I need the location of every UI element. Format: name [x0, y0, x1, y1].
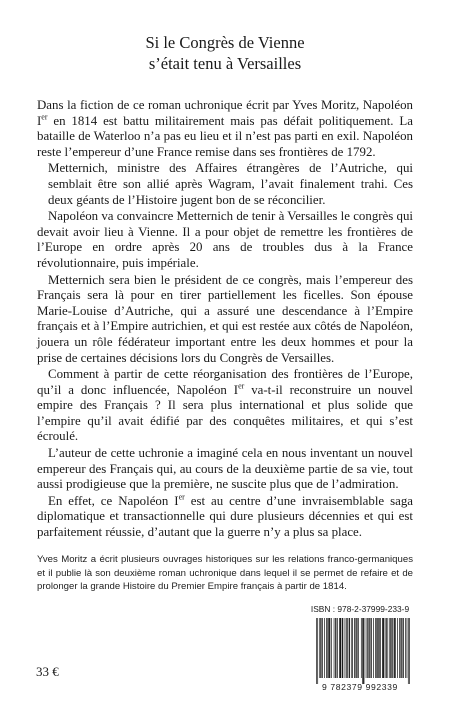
barcode-bar — [371, 618, 372, 678]
barcode-bar — [324, 618, 325, 678]
barcode-bar — [399, 618, 400, 678]
barcode-bar — [321, 618, 322, 678]
barcode-bar — [367, 618, 368, 678]
barcode-bar — [339, 618, 340, 678]
barcode-bar — [349, 618, 350, 678]
barcode-bar — [335, 618, 336, 678]
barcode-bar — [358, 618, 359, 678]
barcode-bar — [369, 618, 370, 678]
barcode-bar — [322, 618, 323, 678]
barcode-bar — [385, 618, 386, 678]
barcode-bar — [342, 618, 343, 678]
barcode-bar — [326, 618, 327, 678]
title-line-2: s’était tenu à Versailles — [148, 54, 302, 73]
barcode-bar — [408, 618, 409, 684]
back-cover-summary — [37, 98, 413, 542]
price: 33 € — [36, 664, 59, 679]
barcode-bar — [383, 618, 384, 678]
barcode-bar — [386, 618, 387, 678]
barcode-bar — [400, 618, 401, 678]
barcode — [308, 618, 412, 694]
barcode-bar — [373, 618, 374, 678]
barcode-bar — [394, 618, 395, 678]
barcode-bar — [317, 618, 318, 684]
barcode-bar — [337, 618, 338, 678]
book-title — [0, 32, 450, 74]
paragraph-1: Dans la fiction de ce roman uchronique écrit par Yves Moritz, Napoléon Ier en 1814 est battu militairement mais pas défait politiquement. La bataille de Waterloo n’a pas eu lieu et il n’est pas parti en exil. Napoléon reste l’empereur d’une France remise dans ses frontières de 1792. — [37, 98, 413, 159]
barcode-bar — [316, 618, 317, 684]
barcode-bar — [378, 618, 379, 678]
barcode-bar — [340, 618, 341, 678]
barcode-bar — [320, 618, 321, 678]
author-bio: Yves Moritz a écrit plusieurs ouvrages historiques sur les relations franco-germaniques et il publie là son deuxième roman uchronique dans lequel il se permet de refaire et de prolonger la grande Histoire du Premier Empire français à partir de 1814. — [37, 554, 413, 593]
paragraph-2: Metternich, ministre des Affaires étrangères de l’Autriche, qui semblait être son allié après Wagram, l’avait finalement trahi. Ces deux géants de l’Histoire jugent bon de se réconcilier. — [48, 161, 413, 207]
barcode-bar — [391, 618, 392, 678]
barcode-bar — [347, 618, 348, 678]
paragraph-6: L’auteur de cette uchronie a imaginé cela en nous inventant un nouvel empereur des Français qui, au cours de la deuxième partie de sa vie, tout aussi prodigieuse que la première, ne suscite plus que de l’admiration. — [37, 446, 413, 492]
barcode-bar — [363, 618, 364, 684]
barcode-bar — [346, 618, 347, 678]
paragraph-4: Metternich sera bien le président de ce congrès, mais l’empereur des Français sera là pour en tirer partiellement les ficelles. Son épouse Marie-Louise d’Autriche, qui a assuré une descendance à l’Empire français et à l’Empire autrichien, et qui est restée aux côtés de Napoléon, jouera un rôle fédérateur important entre les deux hommes et pour la prise de certaines décisions lors du Congrès de Versailles. — [37, 272, 413, 365]
barcode-bar — [355, 618, 356, 678]
barcode-bar — [343, 618, 344, 678]
barcode-bar — [328, 618, 329, 678]
barcode-bar — [405, 618, 406, 678]
barcode-bar — [345, 618, 346, 678]
barcode-bar — [370, 618, 371, 678]
barcode-bar — [361, 618, 362, 678]
barcode-bar — [403, 618, 404, 678]
barcode-bar — [366, 618, 367, 678]
title-line-1: Si le Congrès de Vienne — [145, 33, 305, 52]
isbn-label: ISBN : 978-2-37999-233-9 — [310, 604, 410, 614]
barcode-bar — [401, 618, 402, 678]
barcode-bar — [392, 618, 393, 678]
barcode-bar — [329, 618, 330, 678]
barcode-bar — [327, 618, 328, 678]
barcode-bar — [379, 618, 380, 678]
barcode-bar — [356, 618, 357, 678]
barcode-bar — [390, 618, 391, 678]
barcode-bar — [377, 618, 378, 678]
barcode-bar — [403, 618, 404, 678]
barcode-bar — [352, 618, 353, 678]
barcode-bar — [362, 618, 363, 684]
barcode-bar — [330, 618, 331, 678]
barcode-bar — [364, 618, 365, 684]
paragraph-3: Napoléon va convaincre Metternich de tenir à Versailles le congrès qui devait avoir lieu à Vienne. Il a pour objet de remettre les frontières de l’Europe en ordre après 20 ans de troubles dus à la France révolutionnaire, puis impériale. — [37, 209, 413, 270]
barcode-digits: 9 782379 992339 — [322, 682, 398, 692]
paragraph-5: Comment à partir de cette réorganisation des frontières de l’Europe, qu’il a donc influencée, Napoléon Ier va-t-il reconstruire un nouvel empire des Français ? Il sera plus international et plus solide que l’empire qu’il avait édifié par des conquêtes militaires, et qui s’est écroulé. — [37, 367, 414, 444]
barcode-bar — [351, 618, 352, 678]
barcode-bar — [394, 618, 395, 678]
barcode-bar — [383, 618, 384, 678]
paragraph-7: En effet, ce Napoléon Ier est au centre d’une invraisemblable saga diplomatique et transactionnelle qui dure plusieurs décennies et qui est parfaitement réussie, d’autant que la guerre n’y a plus sa place. — [37, 492, 414, 540]
barcode-bar — [336, 618, 337, 678]
barcode-bar — [341, 618, 342, 678]
barcode-bar — [376, 618, 377, 678]
barcode-bar — [397, 618, 398, 678]
barcode-bar — [375, 618, 376, 678]
barcode-bar — [357, 618, 358, 678]
barcode-bar — [407, 618, 408, 678]
barcode-bar — [380, 618, 381, 678]
barcode-bar — [368, 618, 369, 678]
barcode-bar — [409, 618, 410, 684]
barcode-bar — [387, 618, 388, 678]
barcode-bar — [319, 618, 320, 678]
barcode-bar — [331, 618, 332, 678]
barcode-bar — [382, 618, 383, 678]
barcode-bar — [395, 618, 396, 678]
barcode-bar — [334, 618, 335, 678]
barcode-bar — [354, 618, 355, 678]
barcode-bars — [316, 618, 410, 684]
barcode-bar — [349, 618, 350, 678]
barcode-bar — [389, 618, 390, 678]
